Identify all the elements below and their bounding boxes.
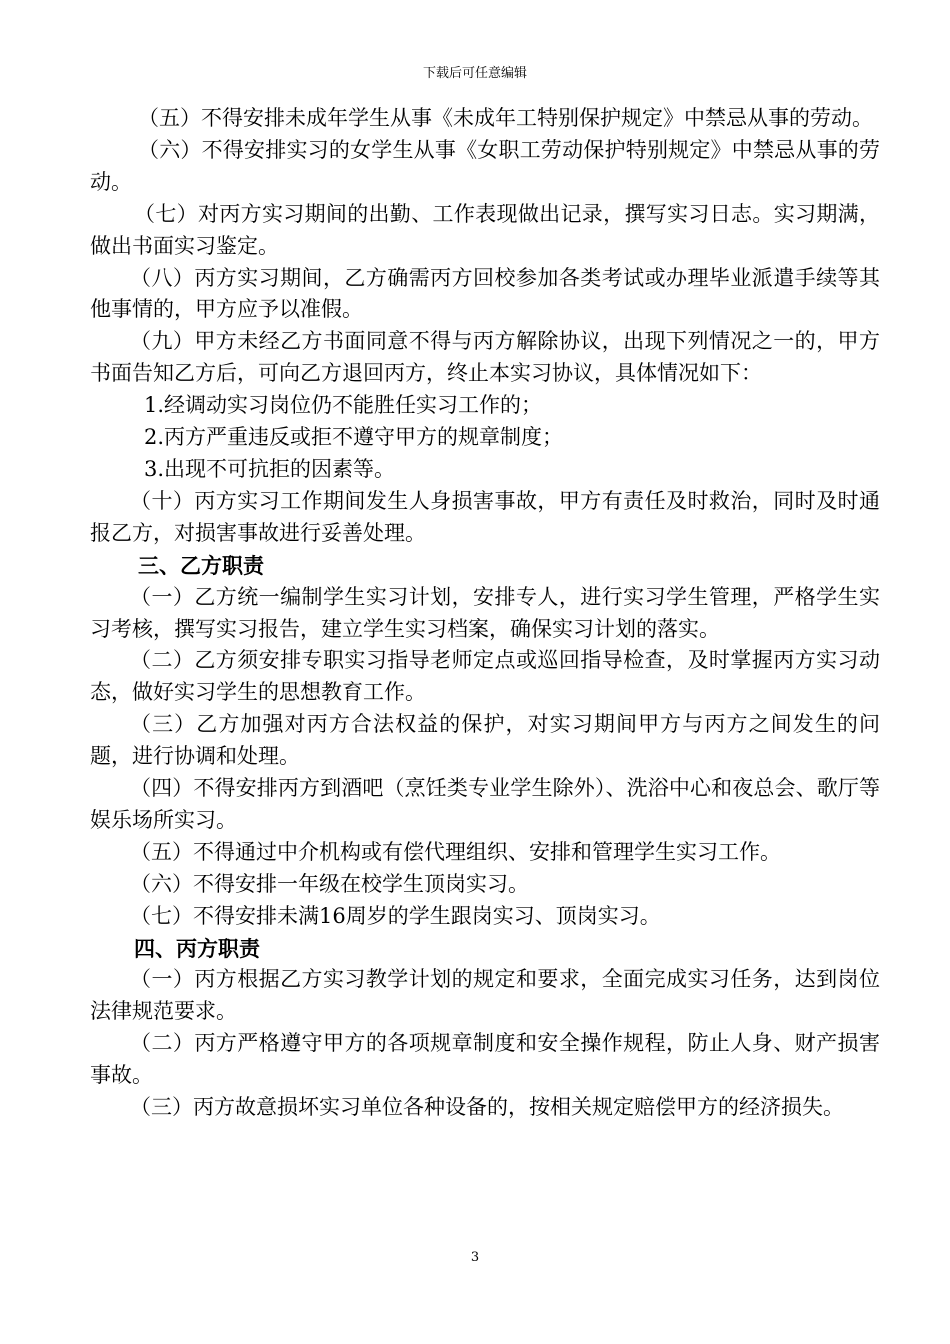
clause-jia-9: （九）甲方未经乙方书面同意不得与丙方解除协议，出现下列情况之一的，甲方书面告知乙方后，可向乙方退回丙方，终止本实习协议，具体情况如下： <box>90 329 880 386</box>
clause-jia-8: （八）丙方实习期间，乙方确需丙方回校参加各类考试或办理毕业派遣手续等其他事情的，甲方应予以准假。 <box>90 265 880 322</box>
clause-yi-2: （二）乙方须安排专职实习指导老师定点或巡回指导检查，及时掌握丙方实习动态，做好实习学生的思想教育工作。 <box>90 648 880 705</box>
clause-jia-10: （十）丙方实习工作期间发生人身损害事故，甲方有责任及时救治，同时及时通报乙方，对损害事故进行妥善处理。 <box>90 488 880 545</box>
clause-jia-5: （五）不得安排未成年学生从事《未成年工特别保护规定》中禁忌从事的劳动。 <box>138 106 873 130</box>
clause-yi-5: （五）不得通过中介机构或有偿代理组织、安排和管理学生实习工作。 <box>130 839 781 864</box>
document-body <box>90 103 880 1124</box>
clause-yi-3: （三）乙方加强对丙方合法权益的保护，对实习期间甲方与丙方之间发生的问题，进行协调和处理。 <box>90 712 880 769</box>
list-item-1: 1.经调动实习岗位仍不能胜任实习工作的； <box>144 393 543 418</box>
page-header: 下载后可任意编辑 <box>422 66 527 81</box>
page-number: 3 <box>470 1250 480 1265</box>
list-item-2: 2.丙方严重违反或拒不遵守甲方的规章制度； <box>144 425 564 450</box>
clause-bing-3: （三）丙方故意损坏实习单位各种设备的，按相关规定赔偿甲方的经济损失。 <box>130 1095 844 1120</box>
section-heading-yi: 三、乙方职责 <box>138 552 264 578</box>
clause-yi-1: （一）乙方统一编制学生实习计划，安排专人，进行实习学生管理，严格学生实习考核，撰写实习报告，建立学生实习档案，确保实习计划的落实。 <box>90 584 880 641</box>
clause-jia-6: （六）不得安排实习的女学生从事《女职工劳动保护特别规定》中禁忌从事的劳动。 <box>90 137 880 194</box>
list-item-3: 3.出现不可抗拒的因素等。 <box>144 456 396 481</box>
section-heading-bing: 四、丙方职责 <box>134 935 260 961</box>
clause-yi-6: （六）不得安排一年级在校学生顶岗实习。 <box>130 871 529 896</box>
clause-bing-1: （一）丙方根据乙方实习教学计划的规定和要求，全面完成实习任务，达到岗位法律规范要求。 <box>90 967 880 1024</box>
clause-jia-7: （七）对丙方实习期间的出勤、工作表现做出记录，撰写实习日志。实习期满，做出书面实习鉴定。 <box>90 201 880 258</box>
clause-yi-4: （四）不得安排丙方到酒吧（烹饪类专业学生除外）、洗浴中心和夜总会、歌厅等娱乐场所实习。 <box>90 776 880 832</box>
clause-yi-7: （七）不得安排未满16周岁的学生跟岗实习、顶岗实习。 <box>130 903 661 928</box>
clause-bing-2: （二）丙方严格遵守甲方的各项规章制度和安全操作规程，防止人身、财产损害事故。 <box>90 1031 880 1088</box>
